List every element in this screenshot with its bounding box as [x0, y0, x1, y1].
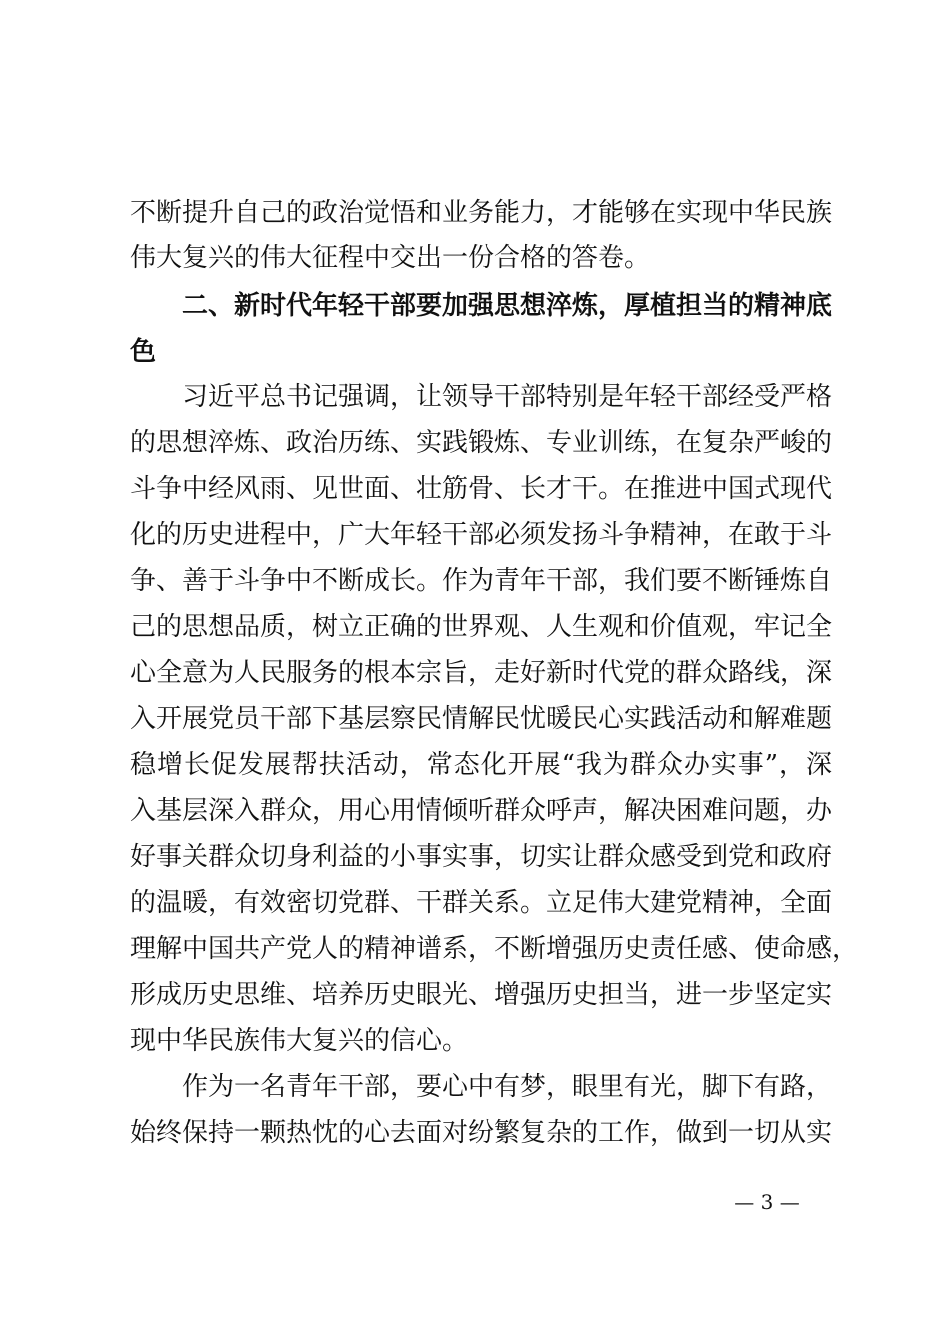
body-text-line: 化的历史进程中，广大年轻干部必须发扬斗争精神，在敢于斗 [130, 520, 833, 550]
page-number: — 3 — [734, 1190, 800, 1214]
body-text-line: 好事关群众切身利益的小事实事，切实让群众感受到党和政府 [130, 842, 833, 872]
body-text-line: 争、善于斗争中不断成长。作为青年干部，我们要不断锤炼自 [130, 566, 833, 596]
body-text-line: 不断提升自己的政治觉悟和业务能力，才能够在实现中华民族 [130, 198, 833, 228]
body-text-line: 伟大复兴的伟大征程中交出一份合格的答卷。 [130, 243, 651, 273]
body-text-line: 心全意为人民服务的根本宗旨，走好新时代党的群众路线，深 [130, 658, 833, 688]
body-text-line: 的思想淬炼、政治历练、实践锻炼、专业训练，在复杂严峻的 [130, 428, 833, 458]
body-text-line: 稳增长促发展帮扶活动，常态化开展“我为群众办实事”，深 [130, 750, 832, 780]
body-text-line: 理解中国共产党人的精神谱系，不断增强历史责任感、使命感， [130, 934, 859, 964]
body-text-line: 斗争中经风雨、见世面、壮筋骨、长才干。在推进中国式现代 [130, 474, 833, 504]
body-text-line: 的温暖，有效密切党群、干群关系。立足伟大建党精神，全面 [130, 888, 833, 918]
body-text-line: 始终保持一颗热忱的心去面对纷繁复杂的工作，做到一切从实 [130, 1118, 833, 1148]
section-heading-continued: 色 [130, 337, 157, 367]
body-text-line: 形成历史思维、培养历史眼光、增强历史担当，进一步坚定实 [130, 980, 833, 1010]
paragraph-first-line: 习近平总书记强调，让领导干部特别是年轻干部经受严格 [182, 382, 833, 412]
body-text-line: 入基层深入群众，用心用情倾听群众呼声，解决困难问题，办 [130, 796, 833, 826]
body-text-line: 入开展党员干部下基层察民情解民忧暖民心实践活动和解难题 [130, 704, 833, 734]
section-heading: 二、新时代年轻干部要加强思想淬炼，厚植担当的精神底 [182, 291, 833, 321]
body-text-line: 己的思想品质，树立正确的世界观、人生观和价值观，牢记全 [130, 612, 833, 642]
paragraph-first-line: 作为一名青年干部，要心中有梦，眼里有光，脚下有路， [182, 1072, 833, 1102]
body-text-line: 现中华民族伟大复兴的信心。 [130, 1026, 469, 1056]
